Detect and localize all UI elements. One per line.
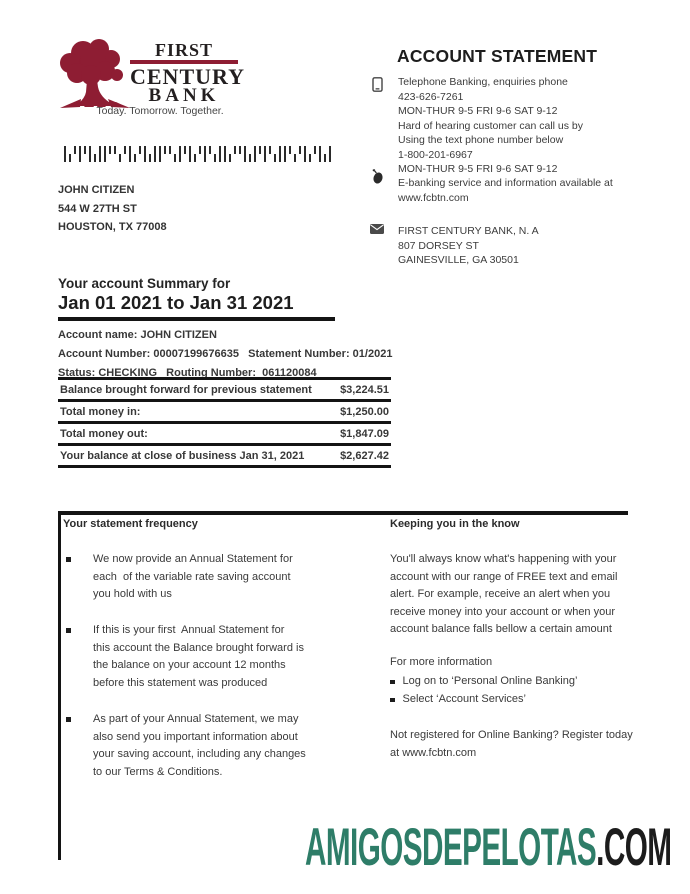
info-panel-left-border — [58, 511, 61, 860]
watermark-suffix: .COM — [596, 818, 672, 877]
telephone-banking-info: Telephone Banking, enquiries phone 423-626-7261 MON-THUR 9-5 FRI 9-6 SAT 9-12 Hard of hearing customer can call us by Using the text phone number below 1-800-201-6967 MON-THUR 9-5 FRI 9-6 SAT 9-12 — [398, 76, 584, 175]
bullet-square-icon — [390, 698, 395, 703]
bullet-square-icon — [390, 680, 395, 685]
postal-barcode — [64, 146, 334, 162]
bullet-square-icon — [66, 628, 71, 633]
table-row — [58, 380, 391, 402]
statement-frequency-heading: Your statement frequency — [63, 518, 198, 530]
recipient-address-line1: 544 W 27TH ST — [58, 202, 137, 215]
logo-word-century: CENTURY — [130, 64, 246, 89]
row-label: Balance brought forward for previous statement — [60, 383, 312, 396]
table-row — [58, 424, 391, 446]
info-panel-top-border — [58, 511, 628, 515]
recipient-address-block — [58, 181, 167, 237]
ebanking-info: E-banking service and information available at www.fcbtn.com — [398, 177, 613, 204]
recipient-name: JOHN CITIZEN — [58, 184, 135, 196]
frequency-bullet-2 — [66, 622, 304, 692]
table-row — [58, 402, 391, 424]
logo-word-bank: BANK — [148, 85, 220, 106]
summary-table — [58, 377, 391, 468]
bullet-square-icon — [66, 557, 71, 562]
row-amount: $2,627.42 — [340, 449, 389, 462]
bullet-text: Log on to ‘Personal Online Banking’ — [402, 675, 578, 687]
table-row — [58, 446, 391, 468]
mobile-phone-icon — [372, 77, 383, 92]
bank-logo-wordmark — [130, 40, 246, 106]
recipient-address-line2: HOUSTON, TX 77008 — [58, 221, 167, 233]
logo-word-first: FIRST — [154, 40, 213, 60]
row-label: Total money in: — [60, 405, 141, 418]
frequency-bullet-1 — [66, 551, 293, 604]
bullet-text: As part of your Annual Statement, we may also send you important information about your saving account, including any changes to our Terms & Conditions. — [93, 713, 306, 778]
account-details: Account name: JOHN CITIZEN Account Number: 00007199676635 Statement Number: 01/2021 Status: CHECKING Routing Number: 061120084 — [58, 329, 393, 379]
row-amount: $3,224.51 — [340, 383, 389, 396]
bullet-square-icon — [66, 717, 71, 722]
computer-mouse-icon — [371, 169, 384, 184]
logo-tagline: Today. Tomorrow. Together. — [96, 105, 224, 117]
row-label: Total money out: — [60, 427, 148, 440]
alerts-paragraph: You'll always know what's happening with your account with our range of FREE text and email alert. For example, receive an alert when you receive money into your account or when your account balance falls bellow a certain amount — [390, 553, 618, 635]
site-watermark — [305, 818, 672, 877]
summary-period: Jan 01 2021 to Jan 31 2021 — [58, 292, 294, 313]
frequency-bullet-3 — [66, 711, 306, 781]
envelope-icon — [370, 224, 384, 234]
more-information-label: For more information — [390, 656, 493, 668]
bank-logo-tree-icon — [54, 36, 136, 116]
summary-heading: Your account Summary for — [58, 276, 231, 291]
row-amount: $1,847.09 — [340, 427, 389, 440]
bullet-text: If this is your first Annual Statement for this account the Balance brought forward is the balance on your account 12 months before this statement was produced — [93, 624, 304, 689]
watermark-primary: AMIGOSDEPELOTAS — [305, 818, 597, 877]
bank-address-block: FIRST CENTURY BANK, N. A 807 DORSEY ST GAINESVILLE, GA 30501 — [398, 225, 539, 266]
register-online-note: Not registered for Online Banking? Register today at www.fcbtn.com — [390, 729, 633, 759]
row-amount: $1,250.00 — [340, 405, 389, 418]
bullet-text: We now provide an Annual Statement for each of the variable rate saving account you hold with us — [93, 553, 293, 600]
more-information-list — [390, 675, 577, 711]
summary-heading-rule — [58, 317, 335, 321]
account-statement-title: ACCOUNT STATEMENT — [397, 46, 598, 66]
more-info-bullet-2 — [390, 693, 577, 706]
keeping-you-heading: Keeping you in the know — [390, 518, 520, 530]
row-label: Your balance at close of business Jan 31, 2021 — [60, 449, 305, 462]
more-info-bullet-1 — [390, 675, 577, 688]
bullet-text: Select ‘Account Services’ — [402, 693, 526, 705]
